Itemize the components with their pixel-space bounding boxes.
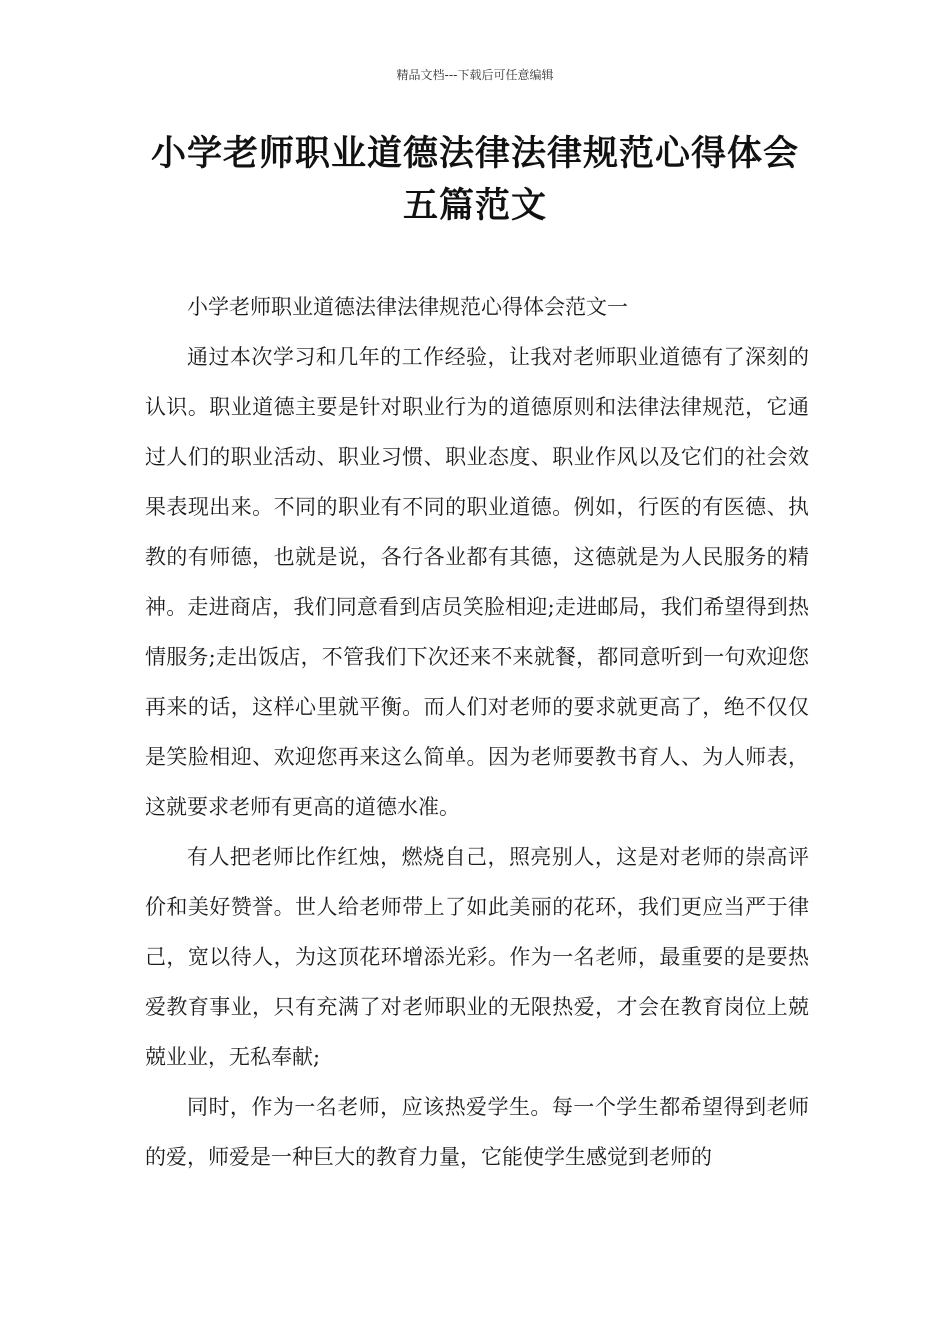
paragraph-3: 同时，作为一名老师，应该热爱学生。每一个学生都希望得到老师的爱，师爱是一种巨大的教育力量，它能使学生感觉到老师的 [145, 1095, 809, 1169]
section-subtitle: 小学老师职业道德法律法律规范心得体会范文一 [187, 295, 628, 319]
document-title: 小学老师职业道德法律法律规范心得体会五篇范文 [150, 134, 799, 226]
paragraph-1: 通过本次学习和几年的工作经验，让我对老师职业道德有了深刻的认识。职业道德主要是针对职业行为的道德原则和法律法律规范，它通过人们的职业活动、职业习惯、职业态度、职业作风以及它们的社会效果表现出来。不同的职业有不同的职业道德。例如，行医的有医德、执教的有师德，也就是说，各行各业都有其德，这德就是为人民服务的精神。走进商店，我们同意看到店员笑脸相迎;走进邮局，我们希望得到热情服务;走出饭店，不管我们下次还来不来就餐，都同意听到一句欢迎您再来的话，这样心里就平衡。而人们对老师的要求就更高了，绝不仅仅是笑脸相迎、欢迎您再来这么简单。因为老师要教书育人、为人师表，这就要求老师有更高的道德水准。 [145, 345, 809, 819]
header-note: 精品文档---下载后可任意编辑 [396, 68, 554, 82]
document-body [145, 282, 809, 1182]
paragraph-2: 有人把老师比作红烛，燃烧自己，照亮别人，这是对老师的崇高评价和美好赞誉。世人给老师带上了如此美丽的花环，我们更应当严于律己，宽以待人，为这顶花环增添光彩。作为一名老师，最重要的是要热爱教育事业，只有充满了对老师职业的无限热爱，才会在教育岗位上兢兢业业，无私奉献; [145, 845, 809, 1069]
